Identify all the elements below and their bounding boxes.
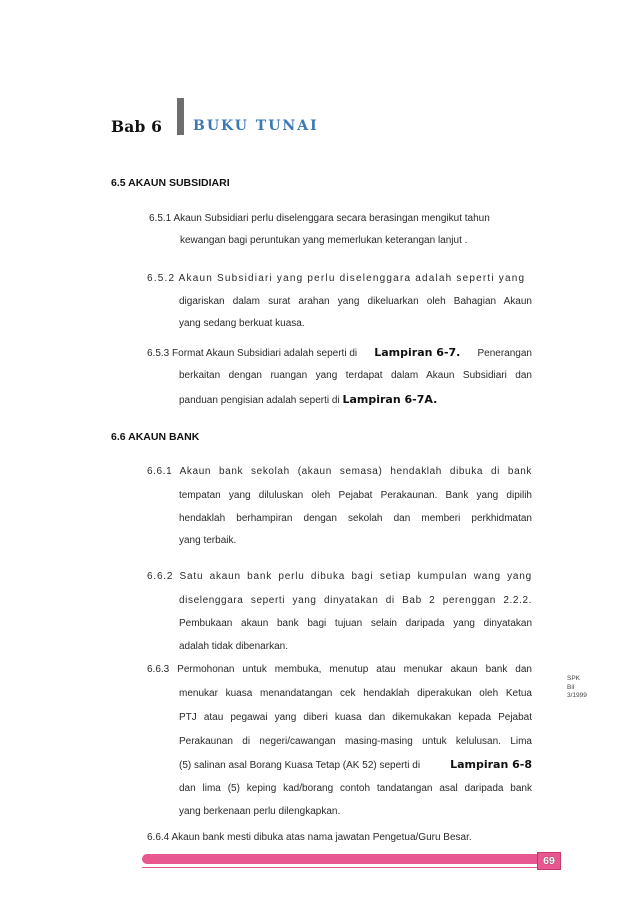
side-note: [567, 675, 587, 701]
footer-bar: [142, 854, 559, 864]
chapter-label: Bab 6: [111, 117, 163, 136]
paragraph-line: kewangan bagi peruntukan yang memerlukan keterangan lanjut .: [180, 235, 468, 246]
paragraph-6-5-3-line-2: berkaitan dengan ruangan yang terdapat dalam Akaun Subsidiari dan: [179, 370, 532, 381]
paragraph-6-6-2-line-2: diselenggara seperti yang dinyatakan di Bab 2 perenggan 2.2.2.: [179, 595, 532, 606]
paragraph-6-6-1-line-4: yang terbaik.: [179, 535, 237, 546]
appendix-reference: Lampiran 6-8: [450, 758, 532, 771]
paragraph-6-6-1-line-3: hendaklah berhampiran dengan sekolah dan memberi perkhidmatan: [179, 513, 532, 524]
appendix-reference: Lampiran 6-7.: [374, 346, 461, 359]
side-note-line: 3/1999: [567, 692, 587, 699]
appendix-reference: Lampiran 6-7A.: [342, 393, 438, 406]
section-heading-6-6: 6.6 AKAUN BANK: [111, 431, 200, 443]
paragraph-line: 6.5.1 Akaun Subsidiari perlu diselenggara secara berasingan mengikut tahun: [149, 213, 490, 224]
paragraph-6-6-3-line-4: Perakaunan di negeri/cawangan masing-masing untuk kelulusan. Lima: [179, 736, 532, 747]
footer-divider: [142, 867, 559, 868]
paragraph-6-6-1-first-line: 6.6.1 Akaun bank sekolah (akaun semasa) hendaklah dibuka di bank: [147, 466, 532, 477]
page-number: 69: [537, 852, 561, 870]
paragraph-6-6-3-line-7: yang berkenaan perlu dilengkapkan.: [179, 806, 341, 817]
paragraph-6-6-3-line-3: PTJ atau pegawai yang diberi kuasa dan dikemukakan kepada Pejabat: [179, 712, 532, 723]
paragraph-6-6-2-line-3: Pembukaan akaun bank bagi tujuan selain daripada yang dinyatakan: [179, 618, 532, 629]
paragraph-6-6-1-line-2: tempatan yang diluluskan oleh Pejabat Perakaunan. Bank yang dipilih: [179, 490, 532, 501]
paragraph-text: Penerangan: [477, 348, 532, 359]
paragraph-text: 6.5.3 Format Akaun Subsidiari adalah seperti di: [147, 348, 358, 359]
section-heading-6-5: 6.5 AKAUN SUBSIDIARI: [111, 177, 230, 189]
side-note-line: SPK: [567, 675, 581, 682]
paragraph-6-6-2-first-line: 6.6.2 Satu akaun bank perlu dibuka bagi setiap kumpulan wang yang: [147, 571, 532, 582]
paragraph-6-6-2-line-4: adalah tidak dibenarkan.: [179, 641, 288, 652]
paragraph-6-6-3-line-2: menukar kuasa menandatangan cek hendaklah diperakukan oleh Ketua: [179, 688, 532, 699]
paragraph-6-6-3-line-5: [179, 754, 532, 778]
paragraph-6-6-4: 6.6.4 Akaun bank mesti dibuka atas nama jawatan Pengetua/Guru Besar.: [147, 832, 472, 843]
paragraph-text: panduan pengisian adalah seperti di: [179, 395, 340, 406]
header-divider-bar: [177, 98, 184, 135]
paragraph-6-5-3-line-3: [179, 389, 437, 413]
paragraph-6-6-3-line-6: dan lima (5) keping kad/borang contoh tandatangan asal daripada bank: [179, 783, 532, 794]
paragraph-6-5-2-line-2: digariskan dalam surat arahan yang dikeluarkan oleh Bahagian Akaun: [179, 296, 532, 307]
paragraph-text: (5) salinan asal Borang Kuasa Tetap (AK 52) seperti di: [179, 760, 421, 771]
paragraph-6-5-2-line-3: yang sedang berkuat kuasa.: [179, 318, 305, 329]
chapter-title: BUKU TUNAI: [193, 118, 319, 134]
side-note-line: Bil: [567, 683, 575, 691]
paragraph-6-5-2-first-line: 6.5.2 Akaun Subsidiari yang perlu diselenggara adalah seperti yang: [147, 273, 526, 284]
paragraph-6-6-3-first-line: 6.6.3 Permohonan untuk membuka, menutup atau menukar akaun bank dan: [147, 664, 532, 675]
paragraph-6-5-1: [149, 208, 534, 252]
paragraph-6-5-3-first-line: [147, 342, 532, 366]
